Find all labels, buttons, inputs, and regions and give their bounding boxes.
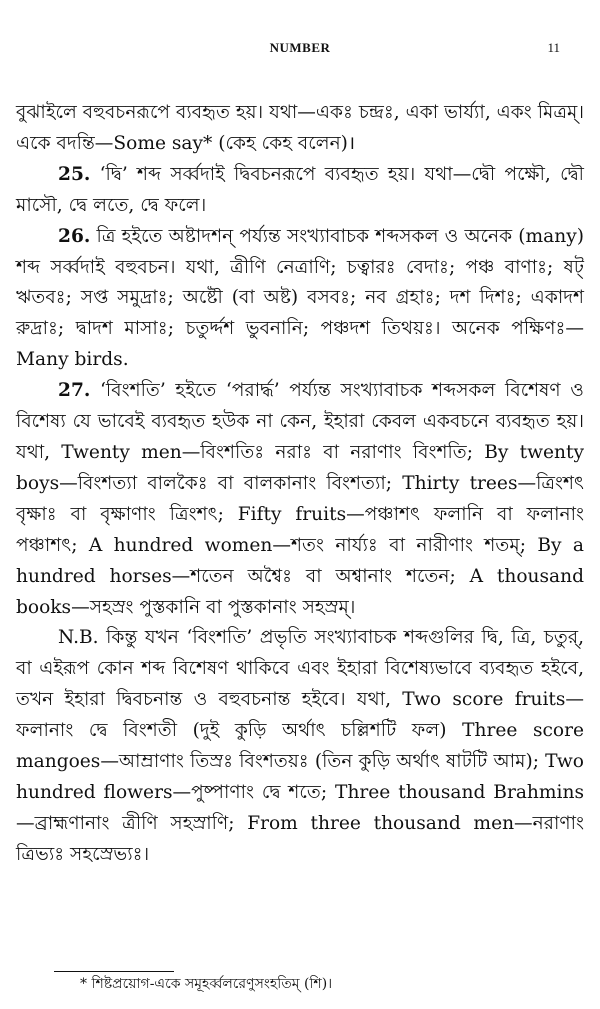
paragraph-continuation bbox=[16, 98, 584, 160]
paragraph-26 bbox=[16, 222, 584, 377]
footnote-divider bbox=[54, 971, 174, 972]
paragraph-text: ‘দ্বি’ শব্দ সর্ব্বদাই দ্বিবচনরূপে ব্যবহৃত হয়। যথা—দ্বৌ পক্ষৌ, দ্বৌ মাসৌ, দ্বে লতে, দ্বে ফলে। bbox=[16, 163, 584, 216]
nota-bene-label: N.B. bbox=[58, 627, 99, 649]
running-head: NUMBER bbox=[269, 40, 331, 55]
page-body bbox=[16, 98, 584, 871]
section-number: 27. bbox=[58, 380, 91, 402]
paragraph-text: কিন্তু যখন ‘বিংশতি’ প্রভৃতি সংখ্যাবাচক শব্দগুলির দ্বি, ত্রি, চতুর্, বা এইরূপ কোন শব্দ বিশেষণ থাকিবে এবং ইহারা বিশেষ্যভাবে ব্যবহৃত হইবে, তখন ইহারা দ্বিবচনান্ত ও বহুবচনান্ত হইবে। যথা, Two score fruits—ফলানাং দ্বে বিংশতী (দুই কুড়ি অর্থাৎ চল্লিশটি ফল) Three score mangoes—আম্রাণাং তিস্রঃ বিংশতয়ঃ (তিন কুড়ি অর্থাৎ ষাটটি আম); Two hundred flowers—পুষ্পাণাং দ্বে শতে; Three thousand Brahmins—ব্রাহ্মণানাং ত্রীণি সহস্রাণি; From three thousand men—নরাণাং ত্রিভ্যঃ সহস্রেভ্যঃ। bbox=[16, 627, 584, 865]
paragraph-nota-bene bbox=[16, 623, 584, 870]
paragraph-text: ‘বিংশতি’ হইতে ‘পরার্দ্ধ’ পর্য্যন্ত সংখ্যাবাচক শব্দসকল বিশেষণ ও বিশেষ্য যে ভাবেই ব্যবহৃত হউক না কেন, ইহারা কেবল একবচনে ব্যবহৃত হয়। যথা, Twenty men—বিংশতিঃ নরাঃ বা নরাণাং বিংশতি; By twenty boys—বিংশত্যা বালকৈঃ বা বালকানাং বিংশত্যা; Thirty trees—ত্রিংশৎ বৃক্ষাঃ বা বৃক্ষাণাং ত্রিংশৎ; Fifty fruits—পঞ্চাশৎ ফলানি বা ফলানাং পঞ্চাশৎ; A hundred women—শতং নার্য্যঃ বা নারীণাং শতম্; By a hundred horses—শতেন অশ্বৈঃ বা অশ্বানাং শতেন; A thousand books—সহস্রং পুস্তকানি বা পুস্তকানাং সহস্রম্। bbox=[16, 380, 584, 618]
section-number: 26. bbox=[58, 225, 91, 247]
section-number: 25. bbox=[58, 163, 91, 185]
paragraph-25 bbox=[16, 160, 584, 222]
footnote: * শিষ্টপ্রয়োগ-একে সমূহর্ব্বলরেণুসংহতিম্ (শি)। bbox=[80, 976, 333, 992]
paragraph-27 bbox=[16, 376, 584, 623]
paragraph-text: বুঝাইলে বহুবচনরূপে ব্যবহৃত হয়। যথা—একঃ চন্দ্রঃ, একা ভার্য্যা, একং মিত্রম্। একে বদন্তি—Some say* (কেহ কেহ বলেন)। bbox=[16, 102, 584, 154]
page-number: 11 bbox=[547, 40, 560, 55]
page-header bbox=[0, 40, 600, 60]
paragraph-text: ত্রি হইতে অষ্টাদশন্ পর্য্যন্ত সংখ্যাবাচক শব্দসকল ও অনেক (many) শব্দ সর্ব্বদাই বহুবচন। যথা, ত্রীণি নেত্রাণি; চত্বারঃ বেদাঃ; পঞ্চ বাণাঃ; ষট্ ঋতবঃ; সপ্ত সমুদ্রাঃ; অষ্টৌ (বা অষ্ট) বসবঃ; নব গ্রহাঃ; দশ দিশঃ; একাদশ রুদ্রাঃ; দ্বাদশ মাসাঃ; চতুর্দ্দশ ভুবনানি; পঞ্চদশ তিথয়ঃ। অনেক পক্ষিণঃ—Many birds. bbox=[16, 225, 584, 371]
